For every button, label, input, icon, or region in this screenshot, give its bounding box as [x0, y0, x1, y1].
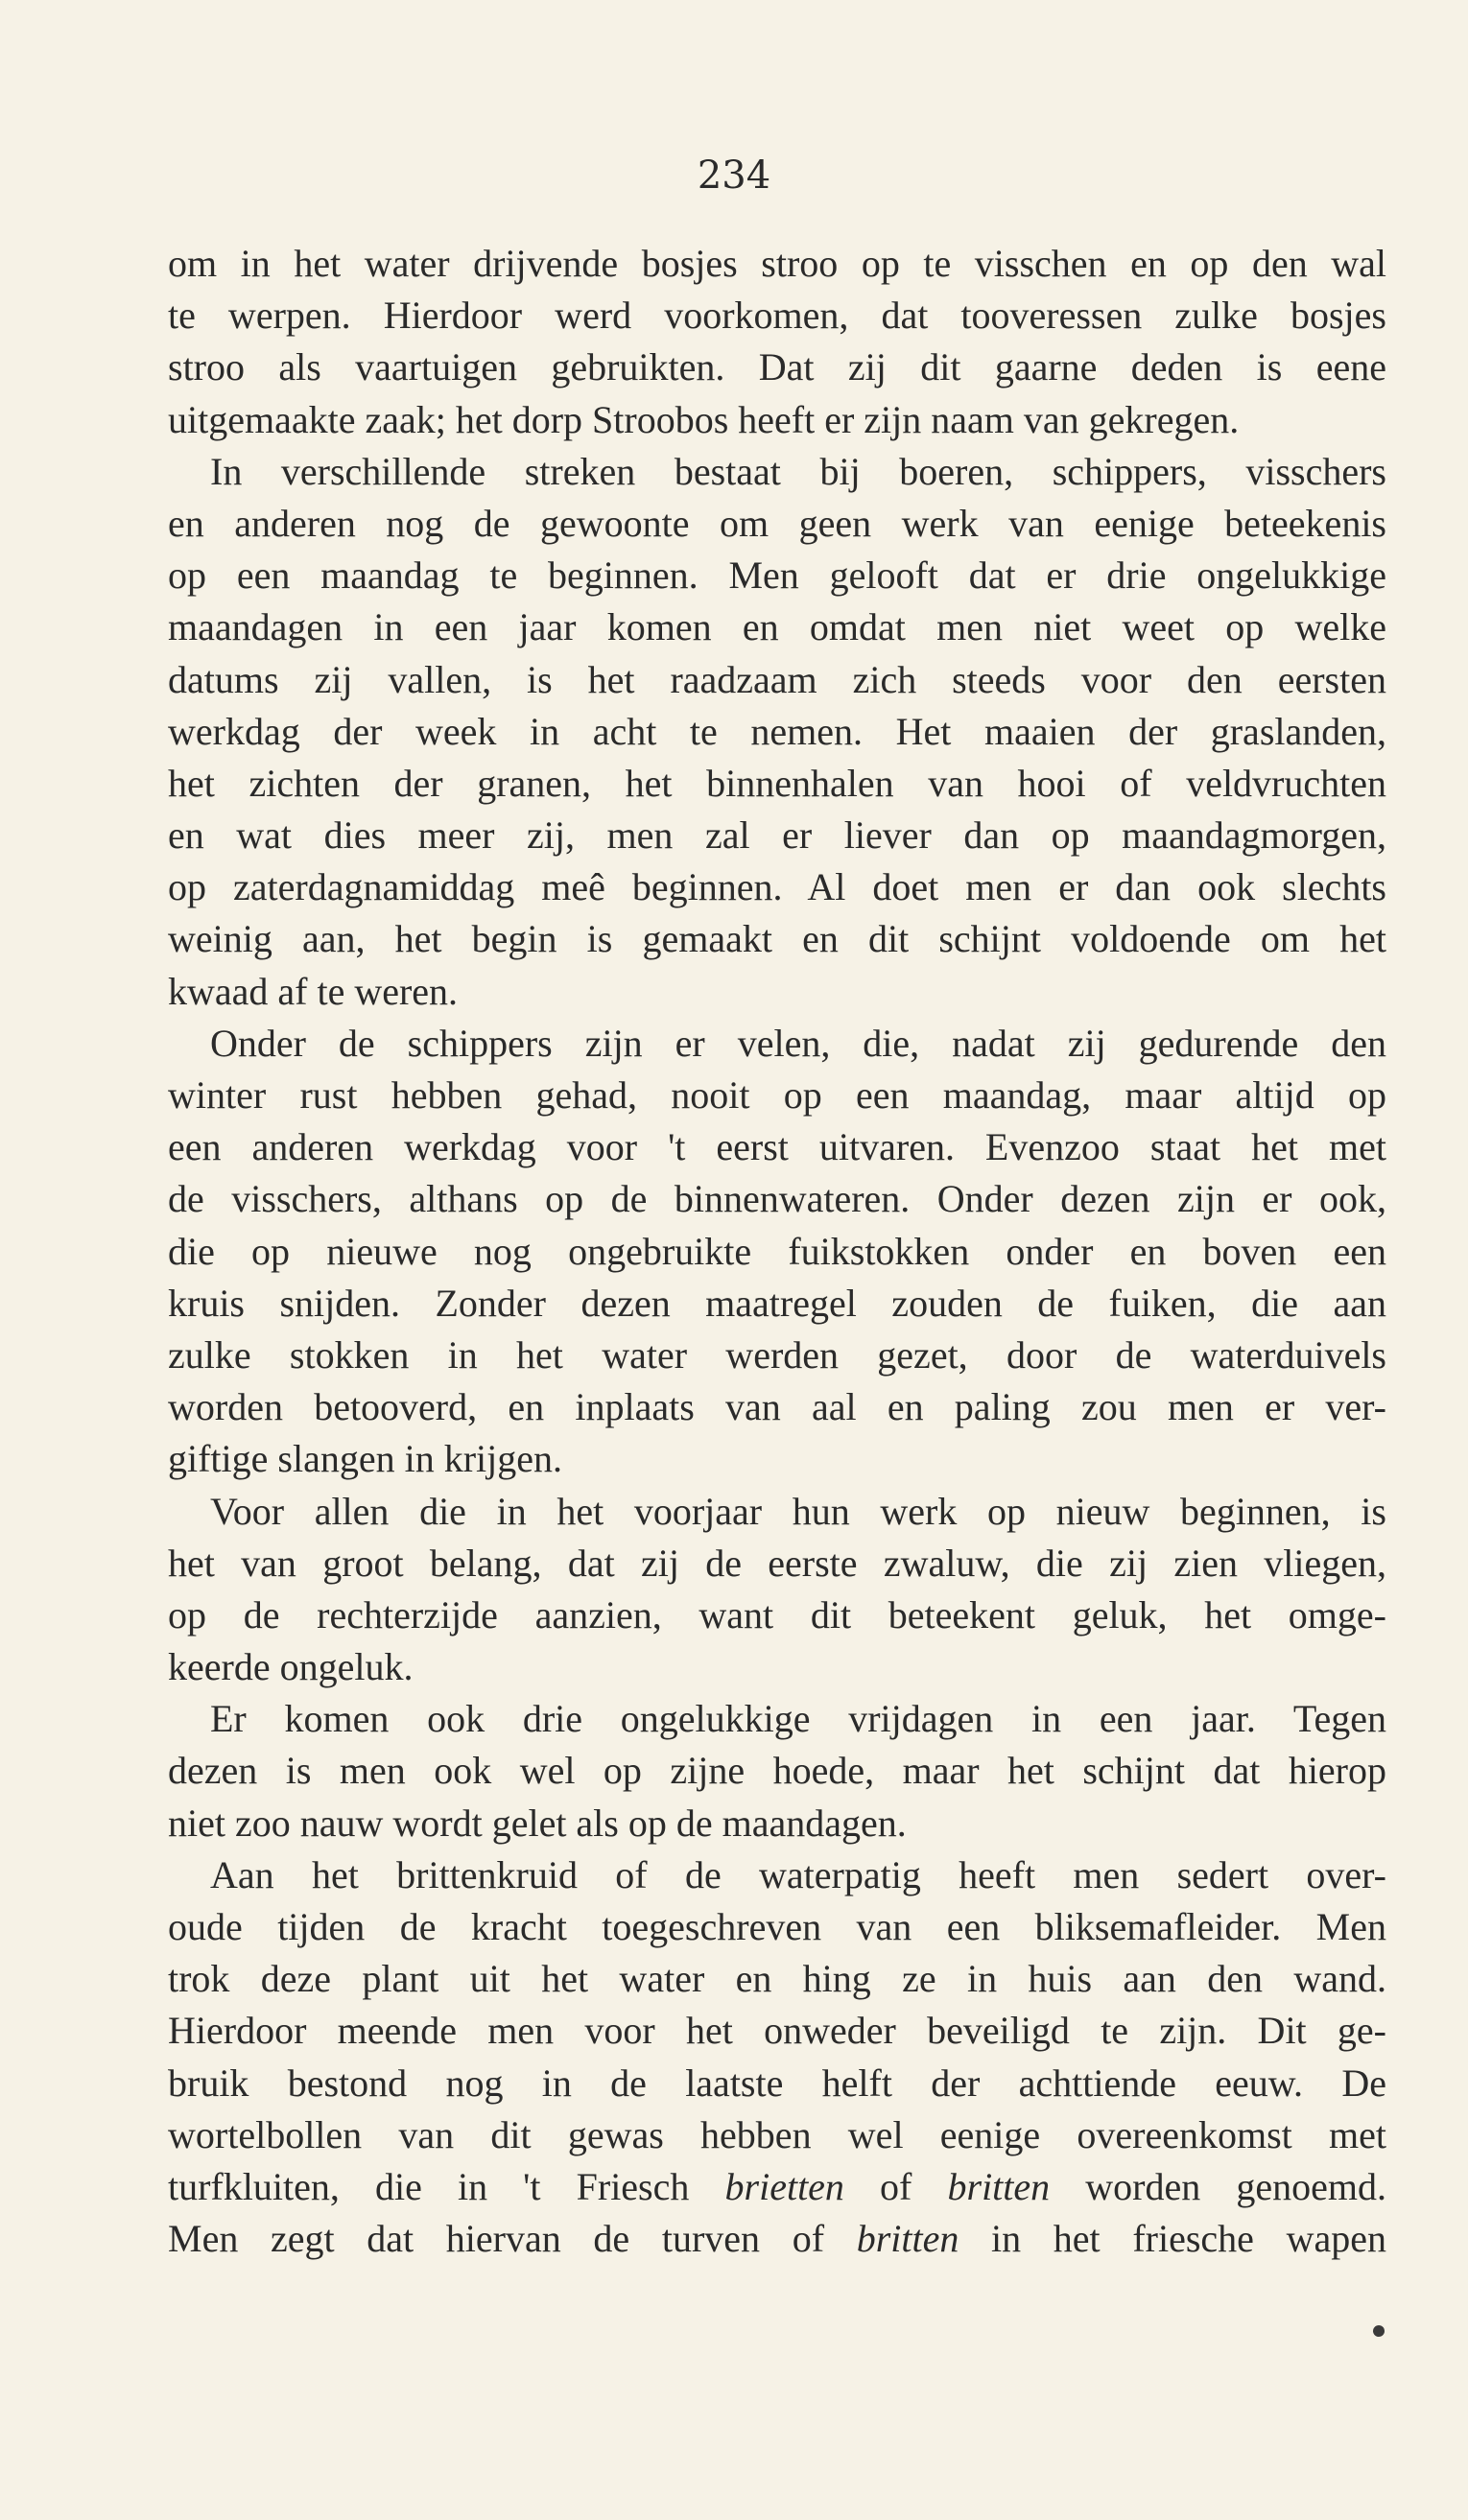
text-line: het zichten der granen, het binnenhalen van hooi of veldvruchten — [168, 761, 1386, 805]
text-line: wortelbollen van dit gewas hebben wel eenige overeenkomst met — [168, 2112, 1386, 2156]
text-line: dezen is men ook wel op zijne hoede, maar het schijnt dat hierop — [168, 1749, 1386, 1793]
body-text — [168, 238, 1386, 2265]
text-line: Onder de schippers zijn er velen, die, nadat zij gedurende den — [210, 1021, 1386, 1065]
text-line: kruis snijden. Zonder dezen maatregel zouden de fuiken, die aan — [168, 1281, 1386, 1325]
text-line: Men zegt dat hiervan de turven of britten in het friesche wapen — [168, 2217, 1386, 2261]
text-line: Er komen ook drie ongelukkige vrijdagen in een jaar. Tegen — [210, 1697, 1386, 1741]
text-line: een anderen werkdag voor 't eerst uitvaren. Evenzoo staat het met — [168, 1125, 1386, 1169]
text-line: Aan het brittenkruid of de waterpatig heeft men sedert over- — [210, 1852, 1386, 1896]
text-line: werkdag der week in acht te nemen. Het maaien der graslanden, — [168, 709, 1386, 753]
text-line: stroo als vaartuigen gebruikten. Dat zij dit gaarne deden is eene — [168, 345, 1386, 389]
text-line: niet zoo nauw wordt gelet als op de maandagen. — [168, 1801, 907, 1845]
text-line: op zaterdagnamiddag meê beginnen. Al doet men er dan ook slechts — [168, 865, 1386, 909]
text-line: worden betooverd, en inplaats van aal en paling zou men er ver- — [168, 1385, 1386, 1429]
text-line: winter rust hebben gehad, nooit op een maandag, maar altijd op — [168, 1073, 1386, 1117]
text-line: de visschers, althans op de binnenwateren. Onder dezen zijn er ook, — [168, 1177, 1386, 1221]
text-line: op de rechterzijde aanzien, want dit beteekent geluk, het omge- — [168, 1592, 1386, 1637]
text-line: Hierdoor meende men voor het onweder beveiligd te zijn. Dit ge- — [168, 2009, 1386, 2053]
text-line: giftige slangen in krijgen. — [168, 1437, 563, 1481]
text-line: om in het water drijvende bosjes stroo op te visschen en op den wal — [168, 242, 1386, 285]
text-line: oude tijden de kracht toegeschreven van een bliksemafleider. Men — [168, 1905, 1386, 1948]
text-line: te werpen. Hierdoor werd voorkomen, dat tooveressen zulke bosjes — [168, 294, 1386, 338]
page-number: 234 — [697, 153, 771, 198]
text-line: weinig aan, het begin is gemaakt en dit schijnt voldoende om het — [168, 917, 1386, 961]
text-line: Voor allen die in het voorjaar hun werk op nieuw beginnen, is — [210, 1489, 1386, 1533]
text-line: die op nieuwe nog ongebruikte fuikstokken onder en boven een — [168, 1229, 1386, 1273]
text-line: uitgemaakte zaak; het dorp Stroobos heeft er zijn naam van gekregen. — [168, 397, 1240, 441]
ink-speck — [1371, 2323, 1386, 2339]
text-line: maandagen in een jaar komen en omdat men niet weet op welke — [168, 605, 1386, 649]
text-line: In verschillende streken bestaat bij boeren, schippers, visschers — [210, 449, 1386, 493]
text-line: bruik bestond nog in de laatste helft der achttiende eeuw. De — [168, 2061, 1386, 2105]
text-line: het van groot belang, dat zij de eerste zwaluw, die zij zien vliegen, — [168, 1541, 1386, 1585]
text-line: turfkluiten, die in 't Friesch brietten of britten worden genoemd. — [168, 2164, 1386, 2208]
text-line: keerde ongeluk. — [168, 1645, 414, 1689]
text-line: zulke stokken in het water werden gezet, door de waterduivels — [168, 1332, 1386, 1377]
text-line: kwaad af te weren. — [168, 969, 459, 1013]
text-line: en anderen nog de gewoonte om geen werk van eenige beteekenis — [168, 501, 1386, 545]
text-line: trok deze plant uit het water en hing ze in huis aan den wand. — [168, 1957, 1386, 2001]
text-line: en wat dies meer zij, men zal er liever dan op maandagmorgen, — [168, 813, 1386, 858]
text-line: op een maandag te beginnen. Men gelooft dat er drie ongelukkige — [168, 553, 1386, 598]
text-line: datums zij vallen, is het raadzaam zich steeds voor den eersten — [168, 657, 1386, 701]
